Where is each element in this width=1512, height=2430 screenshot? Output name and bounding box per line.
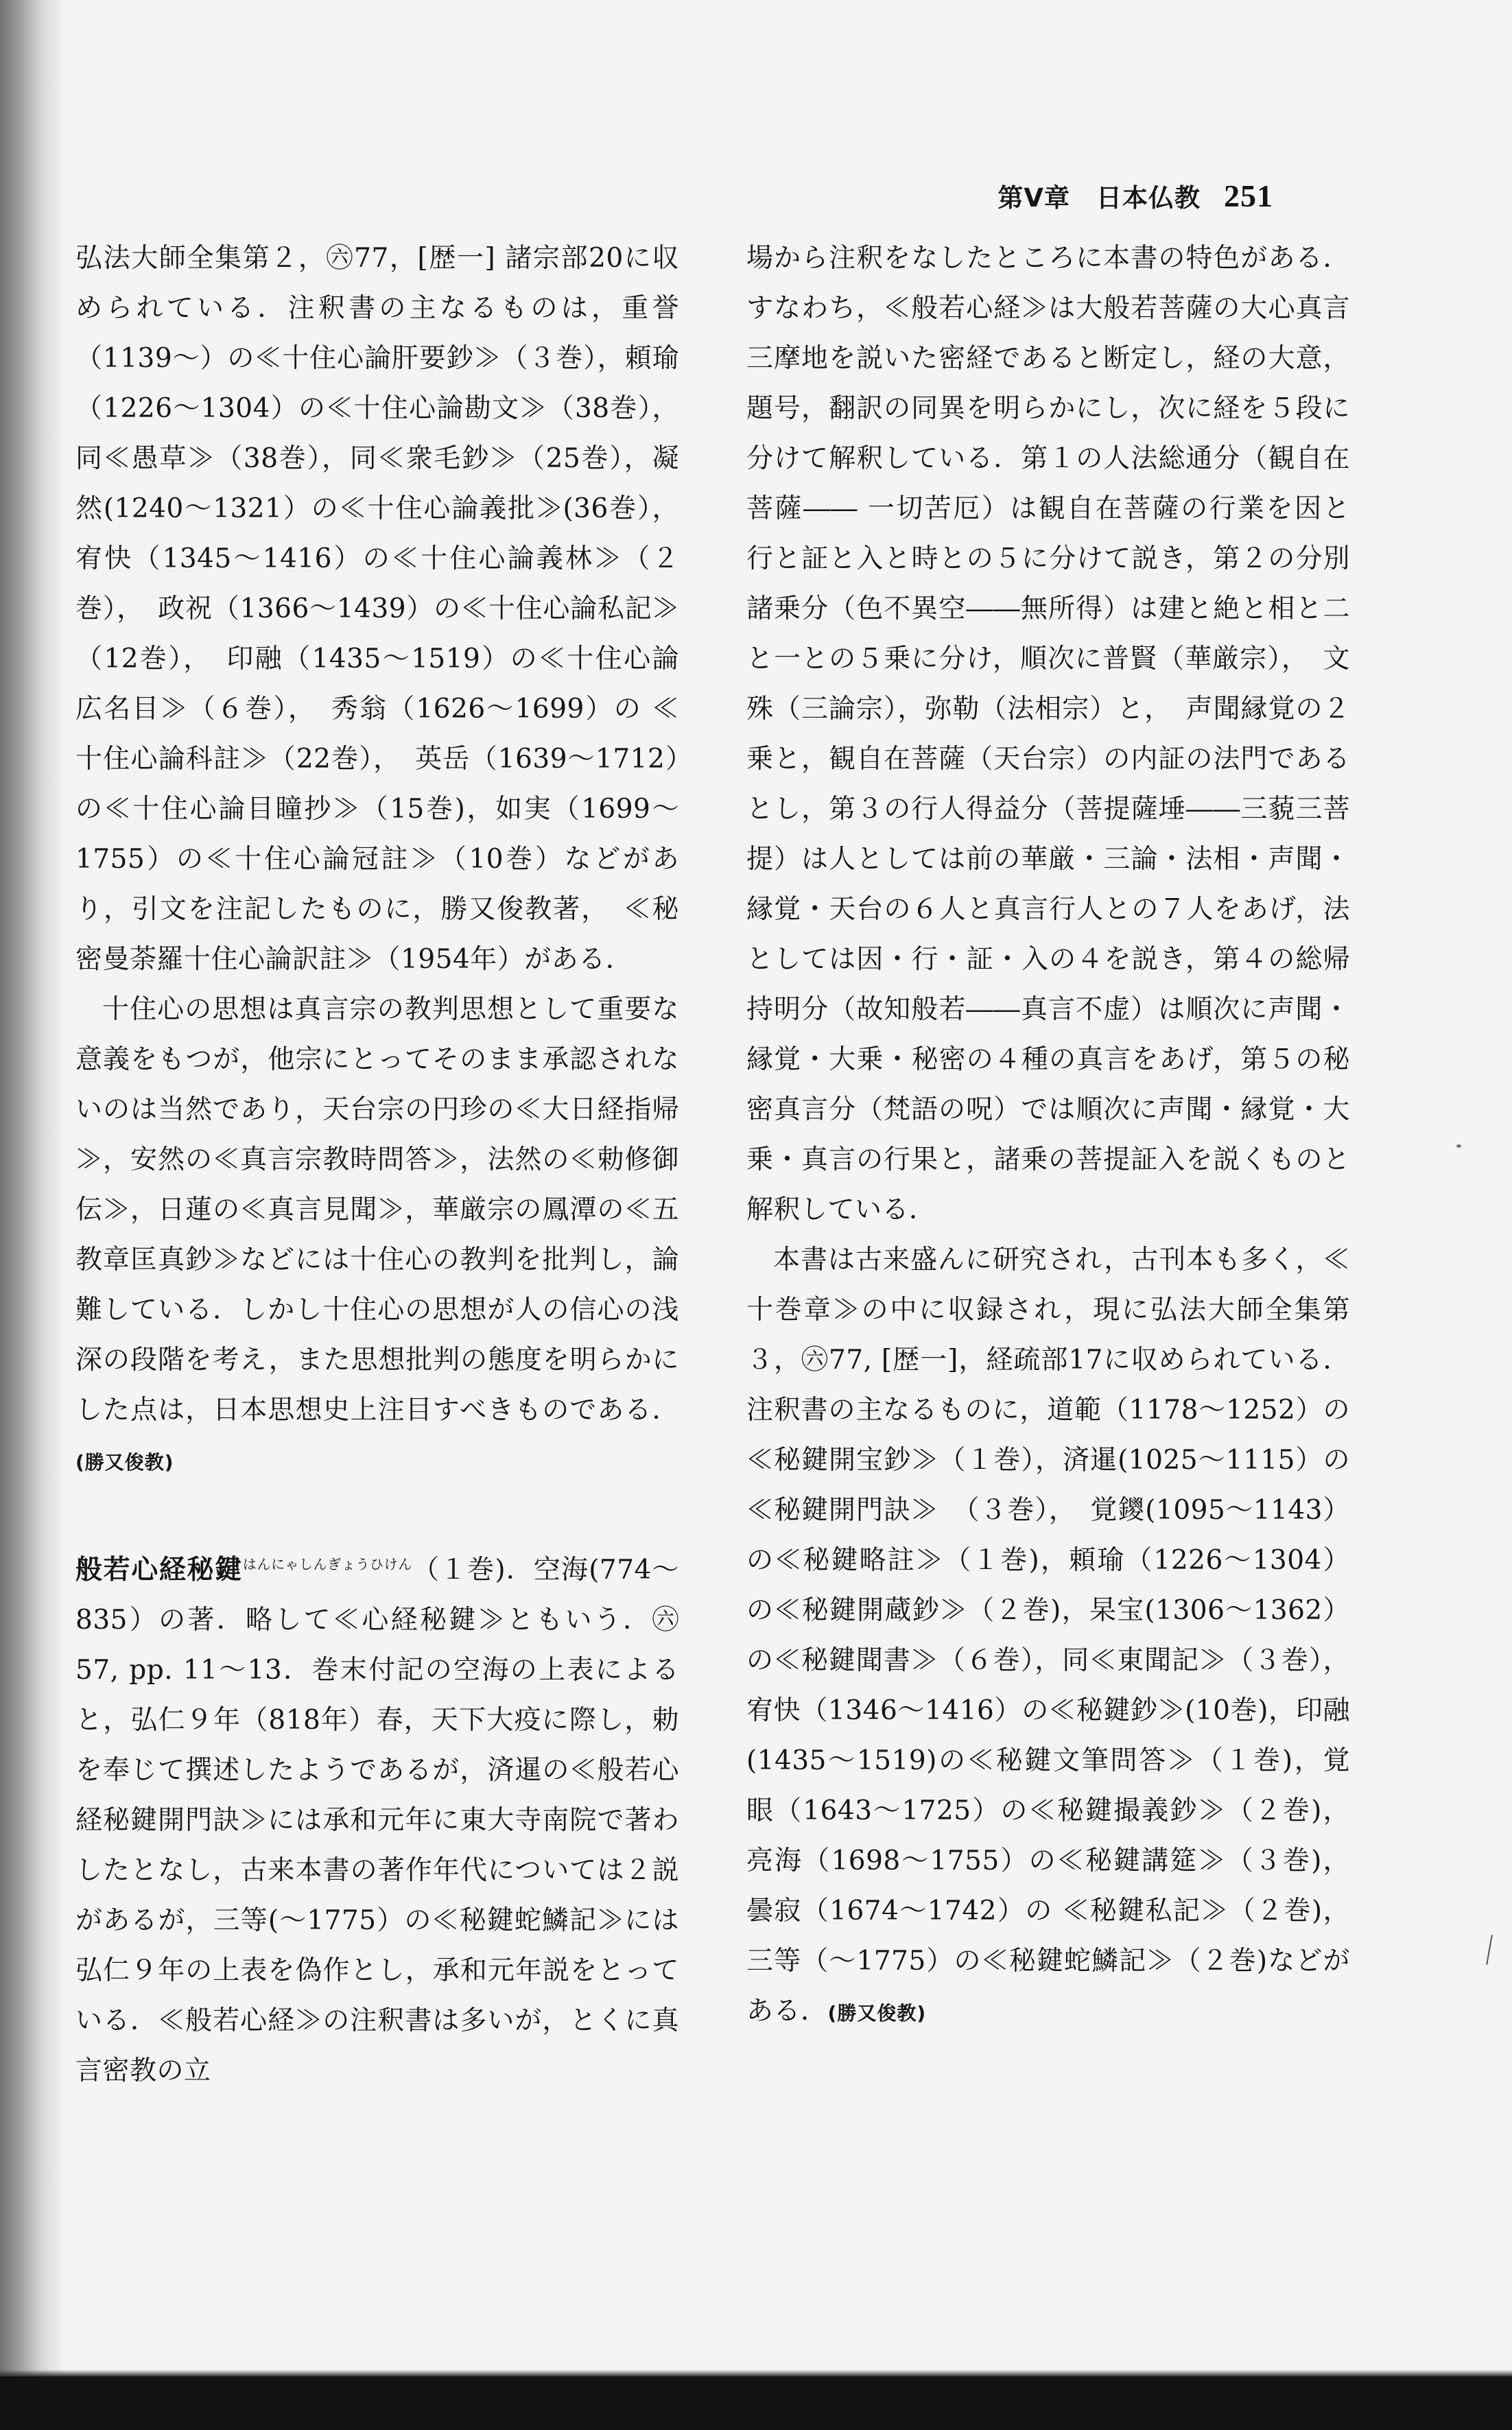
hannya-shingyo-hiken-entry <box>75 1545 679 2096</box>
page-number: 251 <box>1224 178 1273 213</box>
entry-ruby: はんにゃしんぎょうひけん <box>242 1556 413 1572</box>
author-credit: (勝又俊教) <box>827 2002 927 2025</box>
right-column <box>746 233 1350 2038</box>
scan-bottom-shadow <box>0 2370 1512 2376</box>
left-column <box>75 233 679 2096</box>
scan-speck <box>1456 1144 1461 1148</box>
scan-mark <box>1486 1935 1493 1965</box>
running-header <box>997 177 1273 214</box>
chapter-title: 第V章 日本仏教 <box>997 183 1201 213</box>
paragraph-text: 弘法大師全集第２，㊅77，[歴一] 諸宗部20に収められている．注釈書の主なるものは，重誉（1139〜）の≪十住心論肝要鈔≫（３巻），頼瑜（1226〜1304）の≪十住心論勘文≫（38巻），同≪愚草≫（38巻），同≪衆毛鈔≫（25巻），凝然(1240〜1321）の≪十住心論義批≫(36巻），宥快（1345〜1416）の≪十住心論義林≫（２巻）， 政祝（1366〜1439）の≪十住心論私記≫（12巻）， 印融（1435〜1519）の≪十住心論広名目≫（６巻）， 秀翁（1626〜1699）の ≪十住心論科註≫（22巻）， 英岳（1639〜1712）の≪十住心論目瞳抄≫（15巻)，如実（1699〜1755）の≪十住心論冠註≫（10巻）などがあり，引文を注記したものに，勝又俊教著， ≪秘密曼荼羅十住心論訳註≫（1954年）がある． <box>75 243 679 975</box>
scan-bottom-edge <box>0 2376 1512 2430</box>
hiken-research-history <box>746 1235 1350 2038</box>
hiken-content-description <box>746 233 1350 1235</box>
scan-left-shadow <box>0 0 65 2430</box>
paragraph-text: 十住心の思想は真言宗の教判思想として重要な意義をもつが，他宗にとってそのまま承認されないのは当然であり，天台宗の円珍の≪大日経指帰≫，安然の≪真言宗教時問答≫，法然の≪勅修御伝≫，日蓮の≪真言見聞≫，華厳宗の鳳潭の≪五教章匡真鈔≫などには十住心の教判を批判し，論難している．しかし十住心の思想が人の信心の浅深の段階を考え，また思想批判の態度を明らかにした点は，日本思想史上注目すべきものである． <box>75 994 679 1426</box>
paragraph-text: 本書は古来盛んに研究され，古刊本も多く，≪十巻章≫の中に収録され，現に弘法大師全集第３，㊅77, [歴一]，経疏部17に収められている．注釈書の主なるものに，道範（1178〜1252）の≪秘鍵開宝鈔≫（１巻），済暹(1025〜1115）の ≪秘鍵開門訣≫ （３巻）， 覚鑁(1095〜1143）の≪秘鍵略註≫（１巻)，頼瑜（1226〜1304）の≪秘鍵開蔵鈔≫（２巻)，杲宝(1306〜1362）の≪秘鍵聞書≫（６巻），同≪東聞記≫（３巻），宥快（1346〜1416）の≪秘鍵鈔≫(10巻)，印融(1435〜1519)の≪秘鍵文筆問答≫（１巻)，覚眼（1643〜1725）の≪秘鍵撮義鈔≫（２巻)，亮海（1698〜1755）の≪秘鍵講筵≫（３巻)，曇寂（1674〜1742）の ≪秘鍵私記≫（２巻)，三等（〜1775）の≪秘鍵蛇鱗記≫（２巻)などがある． <box>746 1245 1350 2027</box>
juju-shinron-commentaries <box>75 233 679 984</box>
entry-title: 般若心経秘鍵 <box>75 1555 243 1585</box>
juju-shinron-significance <box>75 984 679 1487</box>
paragraph-text: 場から注釈をなしたところに本書の特色がある．すなわち，≪般若心経≫は大般若菩薩の大心真言三摩地を説いた密経であると断定し，経の大意，題号，翻訳の同異を明らかにし，次に経を５段に分けて解釈している．第１の人法総通分（観自在菩薩―― 一切苦厄）は観自在菩薩の行業を因と行と証と入と時との５に分けて説き，第２の分別諸乗分（色不異空――無所得）は建と絶と相と二と一との５乗に分け，順次に普賢（華厳宗）， 文殊（三論宗），弥勒（法相宗）と， 声聞縁覚の２乗と，観自在菩薩（天台宗）の内証の法門であるとし，第３の行人得益分（菩提薩埵――三藐三菩提）は人としては前の華厳・三論・法相・声聞・縁覚・天台の６人と真言行人との７人をあげ，法としては因・行・証・入の４を説き，第４の総帰持明分（故知般若――真言不虚）は順次に声聞・縁覚・大乗・秘密の４種の真言をあげ，第５の秘密真言分（梵語の呪）では順次に声聞・縁覚・大乗・真言の行果と，諸乗の菩提証入を説くものと解釈している． <box>746 243 1350 1225</box>
author-credit: (勝又俊教) <box>75 1451 174 1474</box>
entry-separator <box>75 1487 679 1545</box>
entry-body: （１巻)．空海(774〜835）の著．略して≪心経秘鍵≫ともいう．㊅57, pp. 11〜13．巻末付記の空海の上表によると，弘仁９年（818年）春，天下大疫に際し，勅を奉じて撰述したようであるが，済暹の≪般若心経秘鍵開門訣≫には承和元年に東大寺南院で著わしたとなし，古来本書の著作年代については２説があるが，三等(〜1775）の≪秘鍵蛇鱗記≫には弘仁９年の上表を偽作とし，承和元年説をとっている．≪般若心経≫の注釈書は多いが，とくに真言密教の立 <box>75 1555 679 2086</box>
